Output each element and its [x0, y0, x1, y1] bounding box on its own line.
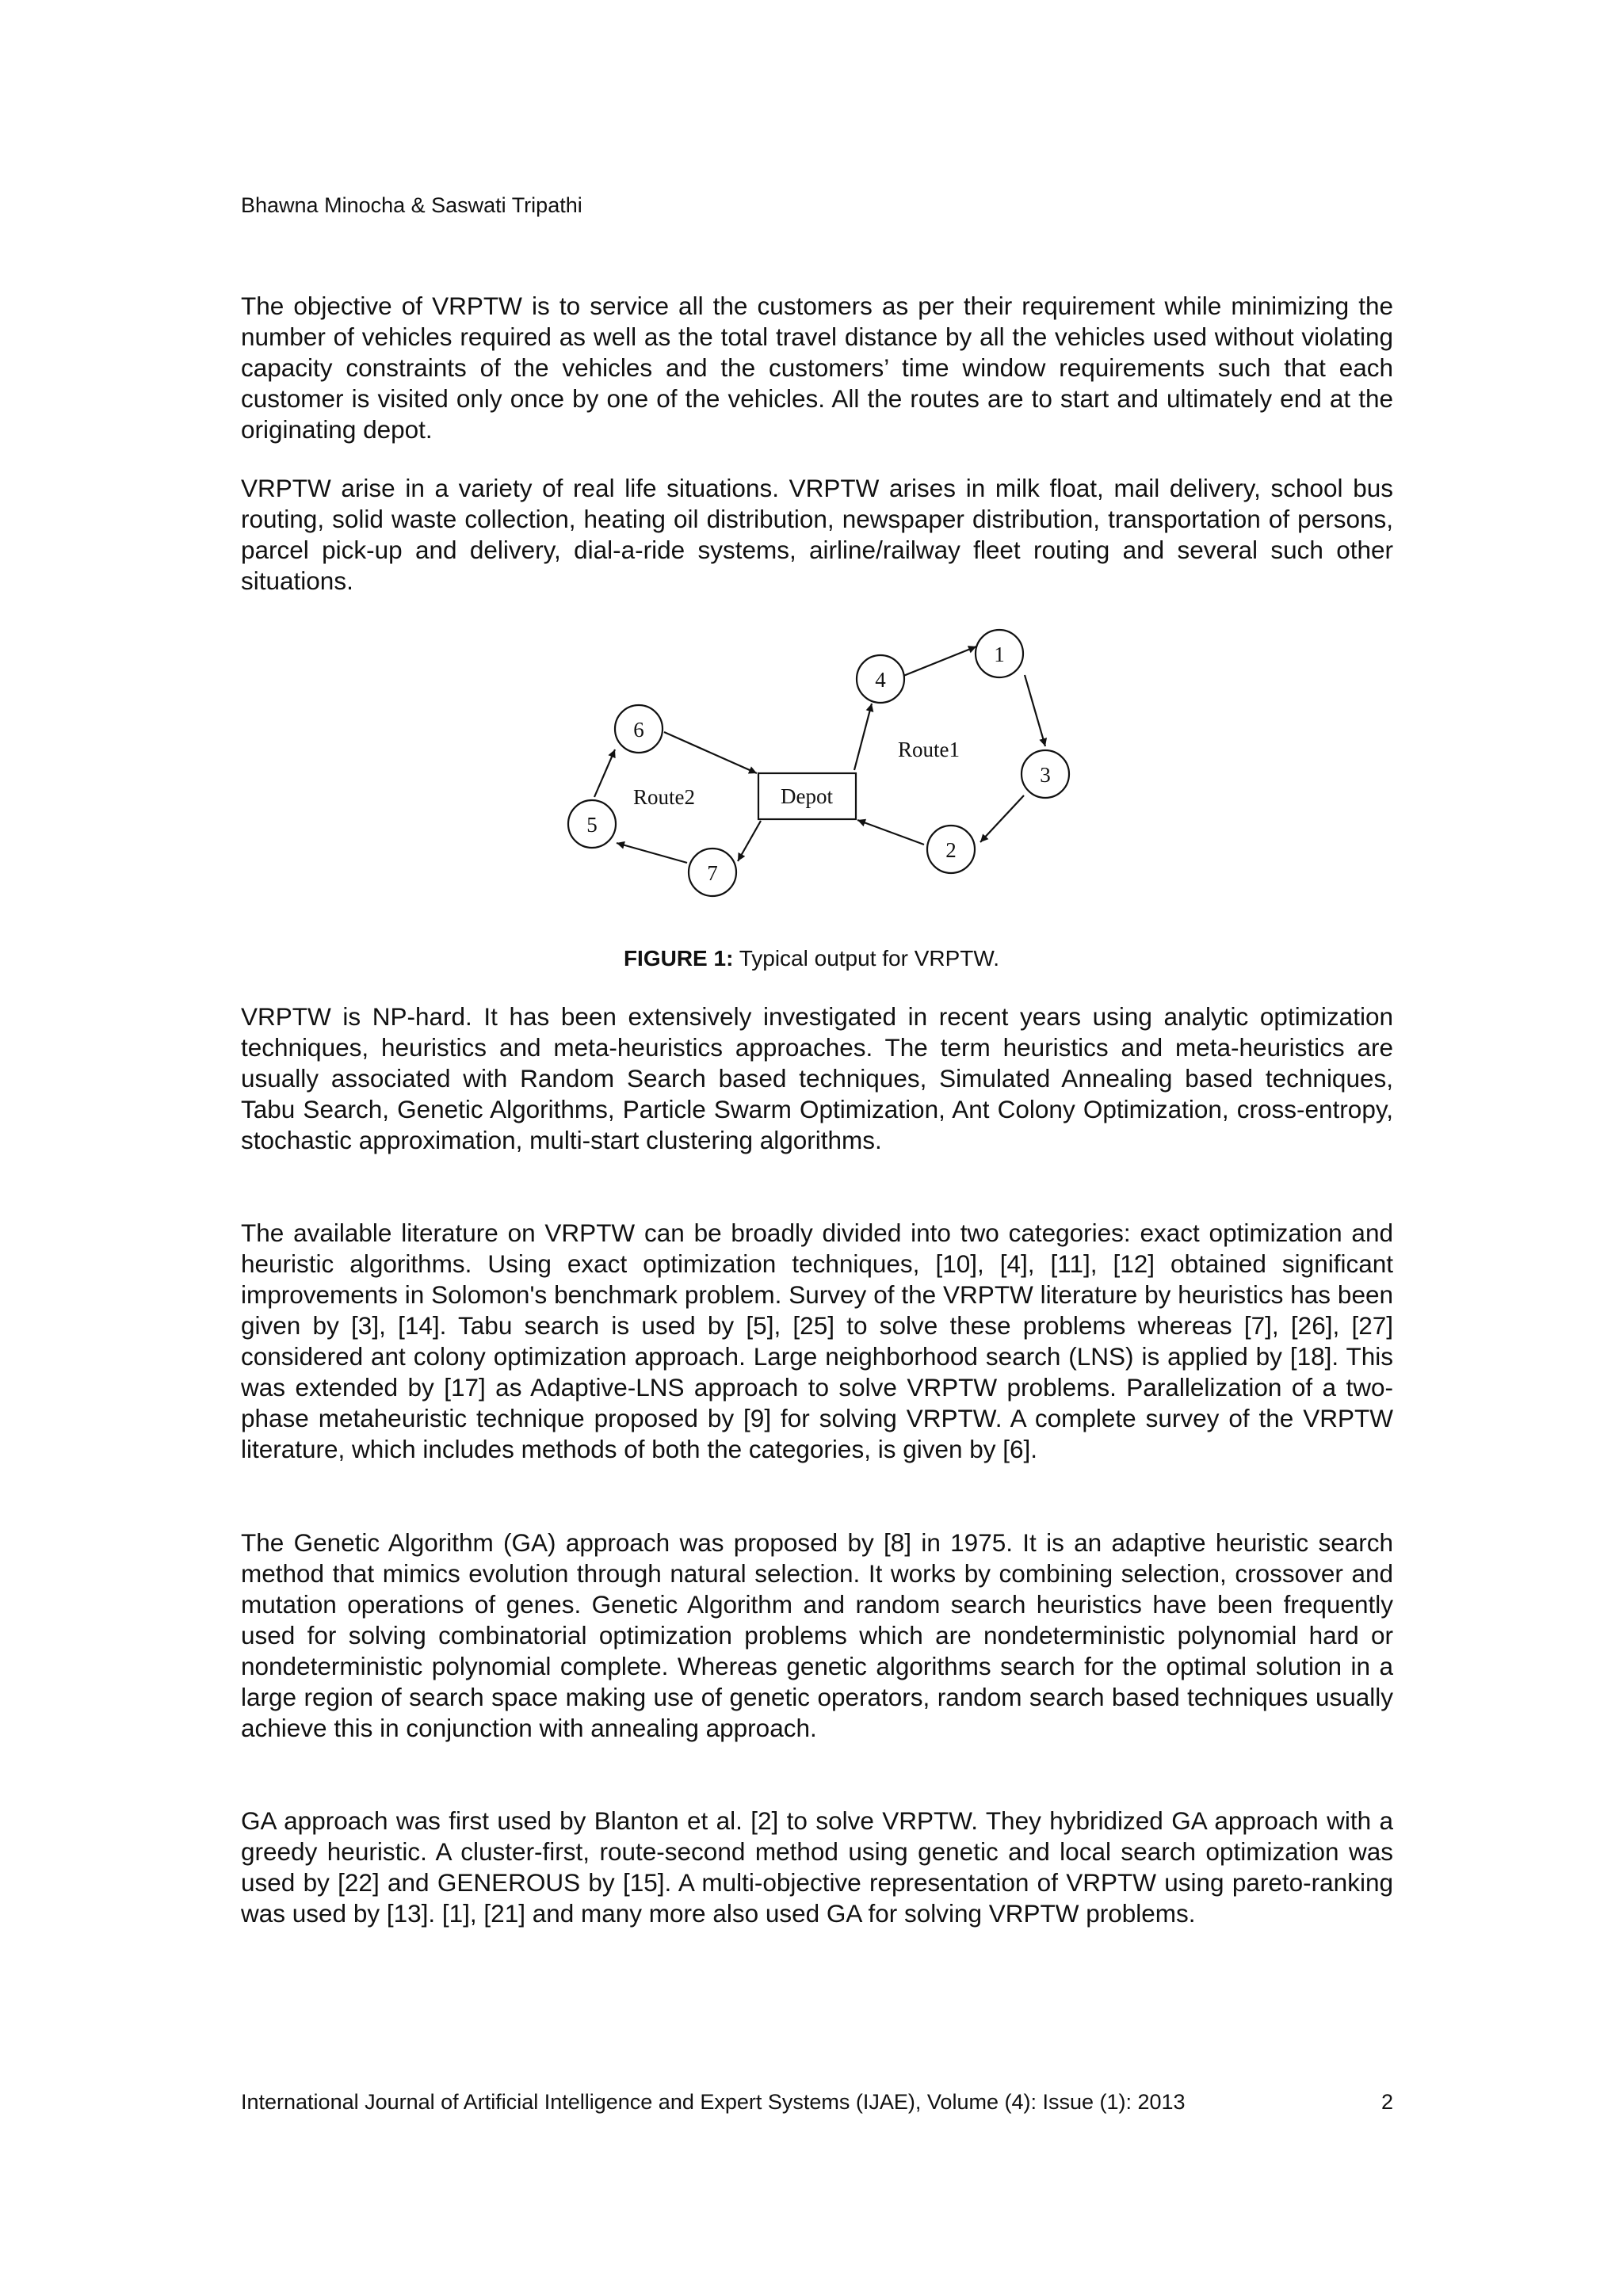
figure-caption-text: Typical output for VRPTW.: [733, 946, 1000, 971]
node-label-4: 4: [875, 668, 886, 692]
node-label-5: 5: [586, 813, 598, 837]
depot-label: Depot: [781, 784, 833, 808]
paragraph-objective: The objective of VRPTW is to service all the customers as per their requirement while minimizing the number of vehicles required as well as the total travel distance by all the vehicles used without violating capacity constraints of the vehicles and the customers’ time window requirements such that each customer is visited only once by one of the vehicles. All the routes are to start and ultimately end at the originating depot.: [241, 292, 1393, 444]
route2-label: Route2: [633, 785, 695, 809]
edge-depot-to-4: [854, 704, 872, 770]
edge-6-to-depot: [664, 732, 757, 773]
vrptw-route-diagram: [539, 618, 1141, 903]
route1-label: Route1: [898, 738, 960, 761]
edge-1-to-3: [1025, 675, 1045, 746]
footer-journal: International Journal of Artificial Intelligence and Expert Systems (IJAE), Volume (4): Issue (1): 2013: [241, 2090, 1186, 2114]
running-header-authors: Bhawna Minocha & Saswati Tripathi: [241, 193, 582, 217]
paragraph-np-hard: VRPTW is NP-hard. It has been extensively investigated in recent years using analytic optimization techniques, heuristics and meta-heuristics approaches. The term heuristics and meta-heuristics are usually associated with Random Search based techniques, Simulated Annealing based techniques, Tabu Search, Genetic Algorithms, Particle Swarm Optimization, Ant Colony Optimization, cross-entropy, stochastic approximation, multi-start clustering algorithms.: [241, 1002, 1393, 1154]
edge-2-to-depot: [857, 820, 924, 845]
paragraph-ga-approach: GA approach was first used by Blanton et al. [2] to solve VRPTW. They hybridized GA approach with a greedy heuristic. A cluster-first, route-second method using genetic and local search optimization was used by [22] and GENEROUS by [15]. A multi-objective representation of VRPTW using pareto-ranking was used by [13]. [1], [21] and many more also used GA for solving VRPTW problems.: [241, 1806, 1393, 1928]
figure-caption-label: FIGURE 1:: [623, 946, 734, 971]
node-label-2: 2: [945, 838, 957, 862]
edge-depot-to-7: [738, 821, 761, 861]
paragraph-applications: VRPTW arise in a variety of real life situations. VRPTW arises in milk float, mail delivery, school bus routing, solid waste collection, heating oil distribution, newspaper distribution, transportation of persons, parcel pick-up and delivery, dial-a-ride systems, airline/railway fleet routing and several such other situations.: [241, 474, 1393, 595]
node-label-6: 6: [633, 718, 644, 742]
edge-3-to-2: [980, 795, 1024, 842]
page-number: 2: [1381, 2090, 1393, 2114]
edge-5-to-6: [594, 749, 615, 797]
node-label-3: 3: [1040, 763, 1051, 787]
edge-7-to-5: [617, 843, 687, 863]
figure-caption: [0, 945, 1623, 972]
edge-4-to-1: [903, 646, 976, 676]
page-footer: [241, 2089, 1393, 2115]
paragraph-genetic-algorithm: The Genetic Algorithm (GA) approach was proposed by [8] in 1975. It is an adaptive heuristic search method that mimics evolution through natural selection. It works by combining selection, crossover and mutation operations of genes. Genetic Algorithm and random search heuristics have been frequently used for solving combinatorial optimization problems which are nondeterministic polynomial hard or nondeterministic polynomial complete. Whereas genetic algorithms search for the optimal solution in a large region of search space making use of genetic operators, random search based techniques usually achieve this in conjunction with annealing approach.: [241, 1528, 1393, 1742]
paragraph-literature: The available literature on VRPTW can be broadly divided into two categories: exact optimization and heuristic algorithms. Using exact optimization techniques, [10], [4], [11], [12] obtained significant improvements in Solomon's benchmark problem. Survey of the VRPTW literature by heuristics has been given by [3], [14]. Tabu search is used by [5], [25] to solve these problems whereas [7], [26], [27] considered ant colony optimization approach. Large neighborhood search (LNS) is applied by [18]. This was extended by [17] as Adaptive-LNS approach to solve VRPTW problems. Parallelization of a two-phase metaheuristic technique proposed by [9] for solving VRPTW. A complete survey of the VRPTW literature, which includes methods of both the categories, is given by [6].: [241, 1219, 1393, 1463]
node-label-7: 7: [707, 861, 718, 885]
node-label-1: 1: [994, 643, 1005, 666]
